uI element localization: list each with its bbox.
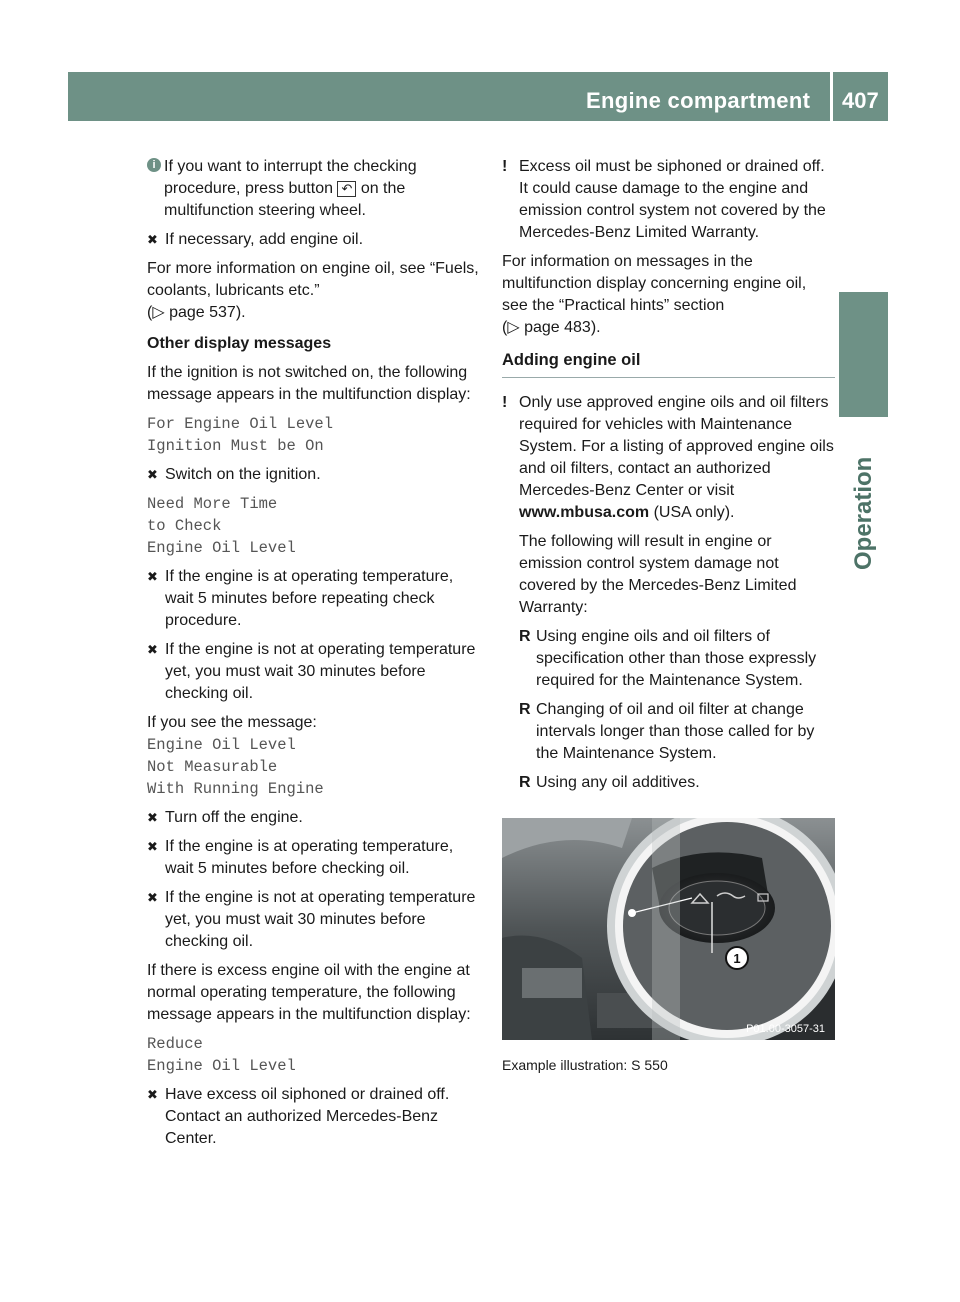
info-icon: i bbox=[147, 158, 161, 172]
display-message-not-measurable: Engine Oil Level Not Measurable With Running Engine bbox=[147, 736, 324, 798]
engine-illustration bbox=[502, 818, 835, 1040]
step-arrow-icon: ✖ bbox=[147, 1087, 158, 1102]
left-column bbox=[147, 156, 482, 1157]
photo-caption: Example illustration: S 550 bbox=[502, 1057, 668, 1073]
step-arrow-icon: ✖ bbox=[147, 232, 158, 247]
heading-other-display-messages: Other display messages bbox=[147, 335, 332, 352]
side-tab-label: Operation bbox=[850, 456, 877, 570]
step-arrow-icon: ✖ bbox=[147, 642, 158, 657]
warning-icon: ! bbox=[502, 394, 508, 411]
step-wait-30-a: ✖ If the engine is not at operating temperature yet, you must wait 30 minutes before checking oil. bbox=[147, 641, 476, 702]
warning-excess-oil: ! Excess oil must be siphoned or drained off. It could cause damage to the engine and emission control system not covered by the Mercedes-Benz Limited Warranty. bbox=[502, 158, 826, 241]
step-arrow-icon: ✖ bbox=[147, 890, 158, 905]
side-tab-block bbox=[839, 292, 888, 417]
back-arrow-icon: ↶ bbox=[337, 181, 356, 197]
step-wait-5: ✖ If the engine is at operating temperature, wait 5 minutes before checking oil. bbox=[147, 838, 454, 877]
info-messages-text: For information on messages in the multifunction display concerning engine oil, see the “Practical hints” section (▷ page 483). bbox=[502, 253, 807, 336]
side-tab bbox=[843, 430, 885, 570]
step-arrow-icon: ✖ bbox=[147, 810, 158, 825]
step-turn-off: ✖ Turn off the engine. bbox=[147, 807, 482, 829]
step-wait-5-repeat: ✖ If the engine is at operating temperature, wait 5 minutes before repeating check procedure. bbox=[147, 568, 454, 629]
warning-icon: ! bbox=[502, 158, 508, 175]
following-text: The following will result in engine or emission control system damage not covered by the Mercedes-Benz Limited Warranty: bbox=[519, 533, 797, 616]
photo-code: P01.00-3057-31 bbox=[746, 1023, 825, 1035]
right-column bbox=[502, 156, 835, 1076]
callout-number: 1 bbox=[733, 951, 741, 966]
more-info-text: For more information on engine oil, see “Fuels, coolants, lubricants etc.” (▷ page 537). bbox=[147, 260, 479, 321]
bullet-item: R Using engine oils and oil filters of specification other than those expressly required for the Maintenance System. bbox=[519, 628, 817, 689]
section-title: Engine compartment bbox=[586, 88, 811, 113]
step-arrow-icon: ✖ bbox=[147, 467, 158, 482]
mbusa-link[interactable]: www.mbusa.com bbox=[519, 504, 650, 521]
page-number: 407 bbox=[842, 88, 879, 113]
step-siphon: ✖ Have excess oil siphoned or drained off. Contact an authorized Mercedes-Benz Center. bbox=[147, 1086, 450, 1147]
step-add-oil: ✖ If necessary, add engine oil. bbox=[147, 229, 482, 251]
header-separator bbox=[830, 72, 833, 121]
step-arrow-icon: ✖ bbox=[147, 569, 158, 584]
step-wait-30-b: ✖ If the engine is not at operating temperature yet, you must wait 30 minutes before checking oil. bbox=[147, 889, 476, 950]
page-reference: (▷ page 483). bbox=[502, 319, 601, 336]
display-message-ignition: For Engine Oil Level Ignition Must be On bbox=[147, 415, 334, 455]
display-message-reduce: Reduce Engine Oil Level bbox=[147, 1035, 296, 1075]
excess-intro: If there is excess engine oil with the engine at normal operating temperature, the following message appears in the multifunction display: bbox=[147, 962, 471, 1023]
step-switch-on: ✖ Switch on the ignition. bbox=[147, 464, 482, 486]
step-arrow-icon: ✖ bbox=[147, 839, 158, 854]
see-message-text: If you see the message: bbox=[147, 714, 317, 731]
warning-approved-oils: ! Only use approved engine oils and oil filters required for vehicles with Maintenance System. For a listing of approved engine oils and oil filters, contact an authorized Mercedes-Benz Center or visit www.mbusa.com (USA only). bbox=[502, 394, 834, 521]
engine-photo bbox=[502, 818, 835, 1040]
bullet-item: R Using any oil additives. bbox=[519, 774, 700, 791]
page-reference: (▷ page 537). bbox=[147, 304, 246, 321]
display-message-more-time: Need More Time to Check Engine Oil Level bbox=[147, 495, 296, 557]
heading-adding-engine-oil: Adding engine oil bbox=[502, 349, 835, 378]
ignition-intro: If the ignition is not switched on, the following message appears in the multifunction display: bbox=[147, 364, 471, 403]
info-note: i If you want to interrupt the checking procedure, press button ↶ on the multifunction steering wheel. bbox=[147, 156, 482, 222]
bullet-item: R Changing of oil and oil filter at change intervals longer than those called for by the Maintenance System. bbox=[519, 701, 815, 762]
